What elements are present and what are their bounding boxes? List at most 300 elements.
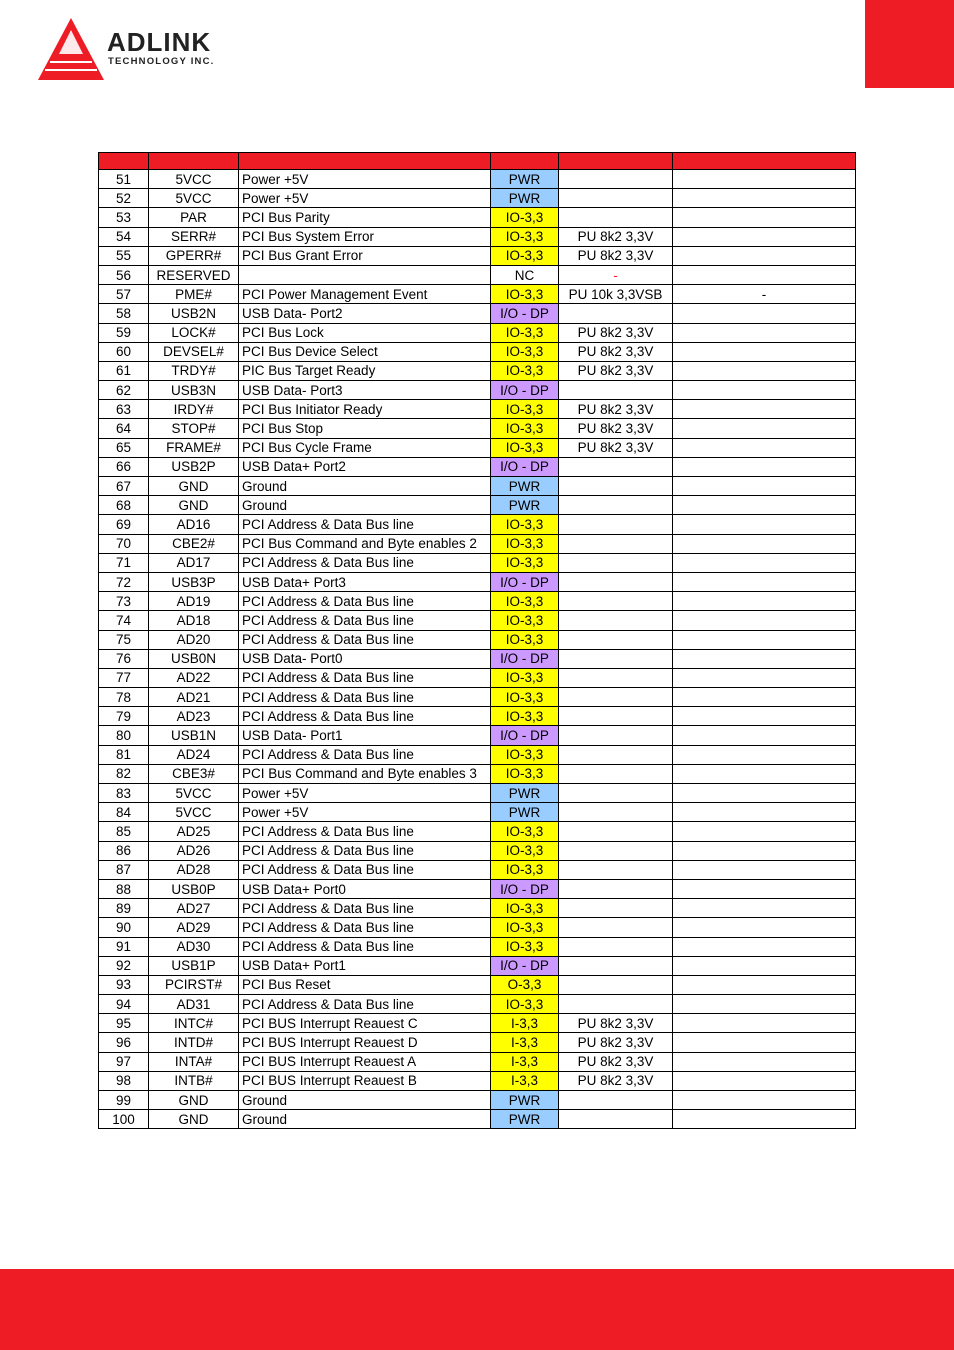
signal-type-cell: I-3,3 (491, 1071, 559, 1090)
signal-description-cell: PCI Address & Data Bus line (239, 822, 491, 841)
signal-name-cell: USB1N (149, 726, 239, 745)
remark-cell (673, 1110, 856, 1129)
remark-cell (673, 170, 856, 189)
signal-description-cell: Power +5V (239, 784, 491, 803)
termination-cell (559, 630, 673, 649)
signal-description-cell: PCI Bus Device Select (239, 342, 491, 361)
table-row (99, 1052, 856, 1071)
table-row (99, 764, 856, 783)
termination-cell (559, 956, 673, 975)
table-row (99, 304, 856, 323)
pin-number-cell: 60 (99, 342, 149, 361)
signal-type-cell: IO-3,3 (491, 995, 559, 1014)
table-row (99, 208, 856, 227)
signal-description-cell: PCI Address & Data Bus line (239, 899, 491, 918)
termination-cell: PU 8k2 3,3V (559, 419, 673, 438)
remark-cell (673, 457, 856, 476)
signal-name-cell: IRDY# (149, 400, 239, 419)
signal-description-cell: PCI Address & Data Bus line (239, 841, 491, 860)
signal-name-cell: AD22 (149, 668, 239, 687)
signal-name-cell: AD16 (149, 515, 239, 534)
remark-cell (673, 611, 856, 630)
termination-cell (559, 304, 673, 323)
table-row (99, 515, 856, 534)
header-cell (673, 153, 856, 170)
pin-number-cell: 75 (99, 630, 149, 649)
remark-cell (673, 688, 856, 707)
remark-cell (673, 419, 856, 438)
termination-cell: PU 8k2 3,3V (559, 1014, 673, 1033)
table-row (99, 745, 856, 764)
signal-type-cell: I/O - DP (491, 726, 559, 745)
signal-description-cell: Ground (239, 1091, 491, 1110)
table-row (99, 438, 856, 457)
table-row (99, 592, 856, 611)
signal-type-cell: IO-3,3 (491, 285, 559, 304)
signal-name-cell: PAR (149, 208, 239, 227)
pin-number-cell: 90 (99, 918, 149, 937)
signal-type-cell: IO-3,3 (491, 630, 559, 649)
signal-description-cell: PCI Address & Data Bus line (239, 860, 491, 879)
signal-description-cell: USB Data+ Port3 (239, 572, 491, 591)
remark-cell (673, 381, 856, 400)
termination-cell: PU 8k2 3,3V (559, 438, 673, 457)
signal-name-cell: AD30 (149, 937, 239, 956)
pin-number-cell: 88 (99, 879, 149, 898)
signal-type-cell: PWR (491, 189, 559, 208)
signal-description-cell: Ground (239, 496, 491, 515)
table-row (99, 803, 856, 822)
signal-name-cell: AD19 (149, 592, 239, 611)
signal-name-cell: AD31 (149, 995, 239, 1014)
pin-number-cell: 61 (99, 361, 149, 380)
signal-name-cell: TRDY# (149, 361, 239, 380)
signal-name-cell: GND (149, 496, 239, 515)
table-row (99, 419, 856, 438)
remark-cell (673, 822, 856, 841)
signal-description-cell: USB Data- Port0 (239, 649, 491, 668)
remark-cell (673, 515, 856, 534)
pin-number-cell: 59 (99, 323, 149, 342)
signal-name-cell: AD18 (149, 611, 239, 630)
termination-cell (559, 707, 673, 726)
signal-type-cell: IO-3,3 (491, 342, 559, 361)
signal-type-cell: PWR (491, 170, 559, 189)
signal-type-cell: IO-3,3 (491, 668, 559, 687)
pin-number-cell: 82 (99, 764, 149, 783)
signal-description-cell: PCI BUS Interrupt Reauest C (239, 1014, 491, 1033)
signal-type-cell: PWR (491, 1091, 559, 1110)
signal-name-cell: USB3N (149, 381, 239, 400)
signal-description-cell: USB Data- Port2 (239, 304, 491, 323)
signal-name-cell: USB2N (149, 304, 239, 323)
signal-type-cell: IO-3,3 (491, 553, 559, 572)
termination-cell: PU 8k2 3,3V (559, 342, 673, 361)
signal-description-cell: PCI Address & Data Bus line (239, 937, 491, 956)
table-row (99, 553, 856, 572)
termination-cell: PU 8k2 3,3V (559, 323, 673, 342)
remark-cell (673, 553, 856, 572)
signal-type-cell: PWR (491, 784, 559, 803)
remark-cell (673, 745, 856, 764)
table-body (99, 170, 856, 1129)
pin-number-cell: 65 (99, 438, 149, 457)
table-row (99, 630, 856, 649)
termination-cell (559, 611, 673, 630)
table-row (99, 688, 856, 707)
signal-type-cell: IO-3,3 (491, 208, 559, 227)
signal-name-cell: GND (149, 477, 239, 496)
pin-number-cell: 64 (99, 419, 149, 438)
remark-cell (673, 649, 856, 668)
table-row (99, 227, 856, 246)
adlink-logo (38, 16, 253, 82)
pin-number-cell: 92 (99, 956, 149, 975)
pin-number-cell: 83 (99, 784, 149, 803)
signal-name-cell: AD20 (149, 630, 239, 649)
remark-cell (673, 1091, 856, 1110)
table-row (99, 860, 856, 879)
signal-name-cell: STOP# (149, 419, 239, 438)
signal-name-cell: GND (149, 1110, 239, 1129)
termination-cell: PU 8k2 3,3V (559, 227, 673, 246)
signal-description-cell: PCI Address & Data Bus line (239, 515, 491, 534)
signal-description-cell: PCI Bus System Error (239, 227, 491, 246)
signal-name-cell: INTD# (149, 1033, 239, 1052)
termination-cell (559, 995, 673, 1014)
remark-cell (673, 860, 856, 879)
signal-name-cell: AD23 (149, 707, 239, 726)
signal-name-cell: FRAME# (149, 438, 239, 457)
termination-cell (559, 688, 673, 707)
signal-description-cell: PCI Bus Command and Byte enables 2 (239, 534, 491, 553)
signal-type-cell: IO-3,3 (491, 592, 559, 611)
signal-name-cell: 5VCC (149, 170, 239, 189)
pin-number-cell: 70 (99, 534, 149, 553)
remark-cell (673, 918, 856, 937)
table-row (99, 649, 856, 668)
termination-cell: PU 8k2 3,3V (559, 400, 673, 419)
signal-type-cell: I-3,3 (491, 1052, 559, 1071)
signal-description-cell: PCI Address & Data Bus line (239, 918, 491, 937)
table-row (99, 611, 856, 630)
table-row (99, 361, 856, 380)
signal-name-cell: INTA# (149, 1052, 239, 1071)
remark-cell (673, 592, 856, 611)
signal-description-cell: PCI Bus Grant Error (239, 246, 491, 265)
signal-type-cell: IO-3,3 (491, 227, 559, 246)
pin-number-cell: 62 (99, 381, 149, 400)
remark-cell (673, 361, 856, 380)
pin-number-cell: 76 (99, 649, 149, 668)
table-row (99, 342, 856, 361)
table-row (99, 400, 856, 419)
signal-name-cell: 5VCC (149, 803, 239, 822)
table-row (99, 879, 856, 898)
signal-name-cell: CBE3# (149, 764, 239, 783)
termination-cell: - (559, 265, 673, 284)
signal-type-cell: PWR (491, 803, 559, 822)
signal-description-cell: Power +5V (239, 189, 491, 208)
table-row (99, 1071, 856, 1090)
signal-type-cell: IO-3,3 (491, 361, 559, 380)
signal-name-cell: USB3P (149, 572, 239, 591)
signal-type-cell: PWR (491, 1110, 559, 1129)
brand-name: ADLINK (107, 27, 212, 57)
remark-cell (673, 304, 856, 323)
pin-number-cell: 81 (99, 745, 149, 764)
pin-number-cell: 54 (99, 227, 149, 246)
termination-cell (559, 841, 673, 860)
signal-name-cell: USB0N (149, 649, 239, 668)
signal-description-cell: PCI BUS Interrupt Reauest A (239, 1052, 491, 1071)
signal-name-cell: AD29 (149, 918, 239, 937)
remark-cell (673, 534, 856, 553)
table-row (99, 246, 856, 265)
termination-cell (559, 553, 673, 572)
signal-description-cell: PCI Address & Data Bus line (239, 707, 491, 726)
signal-description-cell: USB Data+ Port0 (239, 879, 491, 898)
signal-name-cell: AD28 (149, 860, 239, 879)
termination-cell (559, 726, 673, 745)
remark-cell (673, 1014, 856, 1033)
signal-type-cell: IO-3,3 (491, 822, 559, 841)
remark-cell (673, 630, 856, 649)
table-row (99, 784, 856, 803)
remark-cell (673, 246, 856, 265)
remark-cell (673, 803, 856, 822)
termination-cell (559, 764, 673, 783)
brand-tagline: TECHNOLOGY INC. (108, 56, 215, 67)
signal-type-cell: IO-3,3 (491, 611, 559, 630)
header-cell (491, 153, 559, 170)
pin-number-cell: 97 (99, 1052, 149, 1071)
signal-description-cell: PCI Bus Reset (239, 975, 491, 994)
termination-cell (559, 572, 673, 591)
pin-number-cell: 67 (99, 477, 149, 496)
header-cell (239, 153, 491, 170)
signal-description-cell: PCI Address & Data Bus line (239, 592, 491, 611)
signal-type-cell: IO-3,3 (491, 400, 559, 419)
signal-name-cell: GND (149, 1091, 239, 1110)
signal-description-cell: Power +5V (239, 803, 491, 822)
remark-cell (673, 227, 856, 246)
signal-name-cell: PCIRST# (149, 975, 239, 994)
table-row (99, 918, 856, 937)
termination-cell (559, 879, 673, 898)
remark-cell (673, 937, 856, 956)
signal-type-cell: I-3,3 (491, 1014, 559, 1033)
table-row (99, 381, 856, 400)
signal-type-cell: O-3,3 (491, 975, 559, 994)
termination-cell: PU 8k2 3,3V (559, 1052, 673, 1071)
signal-description-cell: PCI BUS Interrupt Reauest B (239, 1071, 491, 1090)
remark-cell (673, 956, 856, 975)
termination-cell (559, 918, 673, 937)
pin-number-cell: 56 (99, 265, 149, 284)
termination-cell (559, 1091, 673, 1110)
signal-description-cell: PCI Address & Data Bus line (239, 630, 491, 649)
table-row (99, 1014, 856, 1033)
table-row (99, 1110, 856, 1129)
termination-cell (559, 784, 673, 803)
termination-cell (559, 496, 673, 515)
signal-description-cell: PCI Address & Data Bus line (239, 995, 491, 1014)
termination-cell (559, 457, 673, 476)
signal-name-cell: AD26 (149, 841, 239, 860)
signal-type-cell: IO-3,3 (491, 841, 559, 860)
table-row (99, 170, 856, 189)
table-row (99, 323, 856, 342)
termination-cell (559, 937, 673, 956)
table-row (99, 477, 856, 496)
table-row (99, 841, 856, 860)
remark-cell (673, 841, 856, 860)
termination-cell (559, 668, 673, 687)
header-cell (99, 153, 149, 170)
signal-name-cell: 5VCC (149, 784, 239, 803)
adlink-triangle-icon (38, 16, 108, 82)
pin-number-cell: 78 (99, 688, 149, 707)
signal-type-cell: IO-3,3 (491, 899, 559, 918)
signal-name-cell: USB2P (149, 457, 239, 476)
pin-number-cell: 66 (99, 457, 149, 476)
signal-description-cell: USB Data+ Port1 (239, 956, 491, 975)
termination-cell (559, 477, 673, 496)
signal-type-cell: IO-3,3 (491, 688, 559, 707)
signal-description-cell: PCI Bus Stop (239, 419, 491, 438)
signal-type-cell: I/O - DP (491, 956, 559, 975)
signal-type-cell: NC (491, 265, 559, 284)
pinout-table (98, 152, 856, 1129)
table-row (99, 457, 856, 476)
signal-name-cell: AD17 (149, 553, 239, 572)
table-row (99, 975, 856, 994)
remark-cell (673, 400, 856, 419)
signal-type-cell: IO-3,3 (491, 515, 559, 534)
signal-name-cell: USB0P (149, 879, 239, 898)
pin-number-cell: 89 (99, 899, 149, 918)
pin-number-cell: 84 (99, 803, 149, 822)
remark-cell (673, 342, 856, 361)
remark-cell (673, 477, 856, 496)
signal-type-cell: IO-3,3 (491, 419, 559, 438)
pin-number-cell: 93 (99, 975, 149, 994)
signal-description-cell: Power +5V (239, 170, 491, 189)
table-row (99, 285, 856, 304)
table-row (99, 572, 856, 591)
signal-description-cell: PCI Address & Data Bus line (239, 553, 491, 572)
table-row (99, 937, 856, 956)
signal-type-cell: I/O - DP (491, 457, 559, 476)
signal-type-cell: IO-3,3 (491, 323, 559, 342)
pin-number-cell: 63 (99, 400, 149, 419)
remark-cell (673, 323, 856, 342)
signal-description-cell: USB Data- Port3 (239, 381, 491, 400)
signal-type-cell: IO-3,3 (491, 860, 559, 879)
remark-cell (673, 879, 856, 898)
remark-cell: - (673, 285, 856, 304)
termination-cell (559, 899, 673, 918)
signal-type-cell: IO-3,3 (491, 534, 559, 553)
termination-cell (559, 515, 673, 534)
remark-cell (673, 764, 856, 783)
remark-cell (673, 265, 856, 284)
termination-cell: PU 8k2 3,3V (559, 1033, 673, 1052)
table-row (99, 265, 856, 284)
pin-number-cell: 95 (99, 1014, 149, 1033)
signal-name-cell: RESERVED (149, 265, 239, 284)
signal-description-cell: PCI Bus Lock (239, 323, 491, 342)
pin-number-cell: 79 (99, 707, 149, 726)
signal-description-cell: PCI Bus Cycle Frame (239, 438, 491, 457)
signal-description-cell: USB Data- Port1 (239, 726, 491, 745)
header-cell (149, 153, 239, 170)
pin-number-cell: 99 (99, 1091, 149, 1110)
signal-type-cell: I/O - DP (491, 649, 559, 668)
pin-number-cell: 80 (99, 726, 149, 745)
table-row (99, 707, 856, 726)
signal-name-cell: GPERR# (149, 246, 239, 265)
signal-name-cell: SERR# (149, 227, 239, 246)
signal-name-cell: AD25 (149, 822, 239, 841)
table-row (99, 1033, 856, 1052)
remark-cell (673, 784, 856, 803)
remark-cell (673, 208, 856, 227)
signal-type-cell: IO-3,3 (491, 937, 559, 956)
pin-number-cell: 100 (99, 1110, 149, 1129)
signal-description-cell: PCI Bus Initiator Ready (239, 400, 491, 419)
signal-type-cell: PWR (491, 477, 559, 496)
termination-cell (559, 803, 673, 822)
pin-number-cell: 58 (99, 304, 149, 323)
remark-cell (673, 496, 856, 515)
remark-cell (673, 975, 856, 994)
pin-number-cell: 85 (99, 822, 149, 841)
pin-number-cell: 96 (99, 1033, 149, 1052)
signal-type-cell: IO-3,3 (491, 745, 559, 764)
signal-type-cell: PWR (491, 496, 559, 515)
pin-number-cell: 73 (99, 592, 149, 611)
pin-number-cell: 77 (99, 668, 149, 687)
remark-cell (673, 572, 856, 591)
pin-number-cell: 87 (99, 860, 149, 879)
signal-name-cell: INTC# (149, 1014, 239, 1033)
pin-number-cell: 71 (99, 553, 149, 572)
pin-number-cell: 98 (99, 1071, 149, 1090)
signal-type-cell: I/O - DP (491, 879, 559, 898)
table-row (99, 822, 856, 841)
signal-name-cell: PME# (149, 285, 239, 304)
pin-number-cell: 51 (99, 170, 149, 189)
pin-number-cell: 74 (99, 611, 149, 630)
pin-number-cell: 72 (99, 572, 149, 591)
termination-cell: PU 10k 3,3VSB (559, 285, 673, 304)
signal-type-cell: IO-3,3 (491, 764, 559, 783)
signal-name-cell: 5VCC (149, 189, 239, 208)
remark-cell (673, 189, 856, 208)
table-row (99, 1091, 856, 1110)
termination-cell (559, 860, 673, 879)
signal-description-cell: PCI Address & Data Bus line (239, 668, 491, 687)
remark-cell (673, 1071, 856, 1090)
signal-description-cell (239, 265, 491, 284)
table-row (99, 956, 856, 975)
table-row (99, 899, 856, 918)
termination-cell: PU 8k2 3,3V (559, 361, 673, 380)
pin-number-cell: 91 (99, 937, 149, 956)
remark-cell (673, 1052, 856, 1071)
